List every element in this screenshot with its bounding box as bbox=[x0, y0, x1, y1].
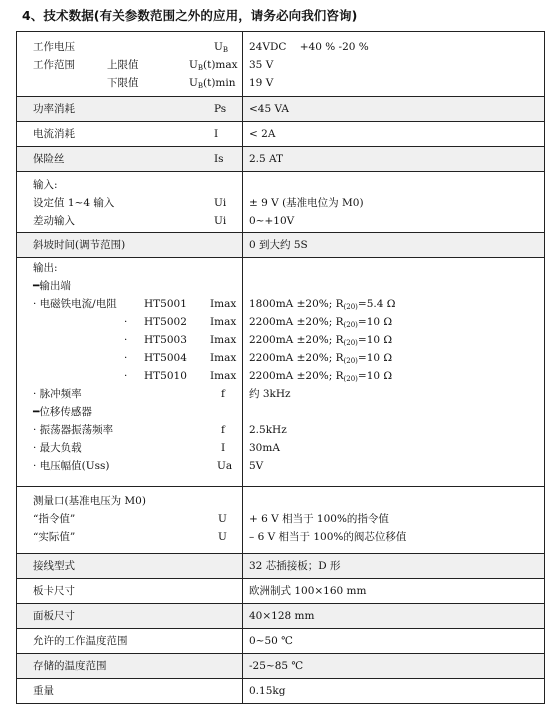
symbol: $U_B(t)\max$ bbox=[189, 59, 238, 72]
value: 0~+10V bbox=[249, 215, 295, 227]
storage-temp-row bbox=[17, 654, 545, 679]
measure-title: 测量口(基准电压为 M0) bbox=[33, 495, 146, 507]
label: 接线型式 bbox=[33, 560, 75, 572]
value: 欧洲制式 100×160 mm bbox=[249, 585, 367, 597]
symbol: $U_B(t)\min$ bbox=[189, 77, 236, 90]
label: 板卡尺寸 bbox=[33, 585, 75, 597]
symbol: Ua bbox=[217, 460, 233, 472]
value: – 6 V 相当于 100%的阀芯位移值 bbox=[249, 531, 407, 543]
label: · 脉冲频率 bbox=[33, 388, 82, 400]
measure-row bbox=[17, 487, 545, 554]
value: 约 3kHz bbox=[249, 388, 291, 400]
input-row bbox=[17, 172, 545, 233]
label: 工作电压 bbox=[33, 41, 75, 53]
symbol: U bbox=[218, 513, 227, 525]
symbol: I bbox=[221, 442, 226, 454]
symbol: U bbox=[218, 531, 227, 543]
value: 32 芯插接板；D 形 bbox=[249, 560, 341, 572]
label: 面板尺寸 bbox=[33, 610, 75, 622]
symbol: I bbox=[214, 128, 219, 140]
value: 2.5 AT bbox=[249, 153, 284, 165]
value: 19 V bbox=[249, 77, 274, 89]
bullet: · bbox=[124, 334, 128, 346]
symbol: Imax bbox=[210, 316, 237, 328]
value: 5V bbox=[249, 460, 264, 472]
symbol: Ui bbox=[214, 197, 227, 209]
symbol: Imax bbox=[210, 370, 237, 382]
power-row bbox=[17, 97, 545, 122]
label: 差动输入 bbox=[33, 215, 75, 227]
label: · 振荡器振荡频率 bbox=[33, 424, 114, 436]
output-row bbox=[17, 258, 545, 487]
spec-table bbox=[16, 31, 545, 704]
value: 40×128 mm bbox=[249, 610, 315, 622]
symbol: $U_B$ bbox=[214, 41, 229, 54]
ramp-row bbox=[17, 233, 545, 258]
panel-size-row bbox=[17, 604, 545, 629]
label: “指令值” bbox=[33, 513, 76, 525]
model: HT5010 bbox=[144, 370, 187, 382]
symbol: Is bbox=[214, 153, 224, 165]
value: < 2A bbox=[249, 128, 276, 140]
label: 存储的温度范围 bbox=[33, 660, 107, 672]
value: 2.5kHz bbox=[249, 424, 287, 436]
value: 0 到大约 5S bbox=[249, 239, 308, 251]
label: 允许的工作温度范围 bbox=[33, 635, 128, 647]
model: HT5001 bbox=[144, 298, 187, 310]
label: 功率消耗 bbox=[33, 103, 75, 115]
output-title: 输出: bbox=[33, 262, 58, 274]
value: + 6 V 相当于 100%的指令值 bbox=[249, 513, 389, 525]
model: HT5004 bbox=[144, 352, 187, 364]
operating-temp-row bbox=[17, 629, 545, 654]
symbol: f bbox=[221, 388, 225, 400]
model-value: 2200mA ±20%; R(20)=10 Ω bbox=[249, 370, 393, 383]
model-value: 1800mA ±20%; R(20)=5.4 Ω bbox=[249, 298, 396, 311]
symbol: Ps bbox=[214, 103, 227, 115]
symbol: Imax bbox=[210, 298, 237, 310]
supply-voltage-row bbox=[17, 32, 545, 97]
section-displacement-sensor: ━位移传感器 bbox=[33, 406, 92, 418]
section-output-terminal: ━输出端 bbox=[33, 280, 71, 292]
bullet: · bbox=[124, 316, 128, 328]
current-row bbox=[17, 122, 545, 147]
bullet: · bbox=[124, 352, 128, 364]
label: 设定值 1~4 输入 bbox=[33, 197, 115, 209]
coil-label: · 电磁铁电流/电阻 bbox=[33, 298, 117, 310]
weight-row bbox=[17, 679, 545, 704]
label: 重量 bbox=[33, 685, 54, 697]
value: <45 VA bbox=[249, 103, 289, 115]
symbol: f bbox=[221, 424, 225, 436]
model: HT5003 bbox=[144, 334, 187, 346]
fuse-row bbox=[17, 147, 545, 172]
value: ± 9 V (基准电位为 M0) bbox=[249, 197, 364, 209]
sub-label: 上限值 bbox=[107, 59, 139, 71]
section-heading: 4、技术数据(有关参数范围之外的应用，请务必向我们咨询) bbox=[22, 8, 358, 23]
label: 工作范围 bbox=[33, 59, 75, 71]
value: 35 V bbox=[249, 59, 274, 71]
label: · 电压幅值(Uss) bbox=[33, 460, 110, 472]
symbol: Imax bbox=[210, 334, 237, 346]
input-title: 输入: bbox=[33, 179, 58, 191]
value: 0.15kg bbox=[249, 685, 286, 697]
label: · 最大负载 bbox=[33, 442, 82, 454]
model-value: 2200mA ±20%; R(20)=10 Ω bbox=[249, 352, 393, 365]
value: 30mA bbox=[249, 442, 280, 454]
label: 电流消耗 bbox=[33, 128, 75, 140]
connector-row bbox=[17, 554, 545, 579]
bullet: · bbox=[124, 370, 128, 382]
model-value: 2200mA ±20%; R(20)=10 Ω bbox=[249, 316, 393, 329]
symbol: Ui bbox=[214, 215, 227, 227]
symbol: Imax bbox=[210, 352, 237, 364]
model-value: 2200mA ±20%; R(20)=10 Ω bbox=[249, 334, 393, 347]
label: 斜坡时间(调节范围) bbox=[33, 239, 126, 251]
board-size-row bbox=[17, 579, 545, 604]
value: -25~85 ℃ bbox=[249, 660, 304, 672]
model: HT5002 bbox=[144, 316, 187, 328]
sub-label: 下限值 bbox=[107, 77, 139, 89]
value: 24VDC +40 % -20 % bbox=[249, 41, 369, 53]
value: 0~50 ℃ bbox=[249, 635, 293, 647]
label: 保险丝 bbox=[33, 153, 65, 165]
label: “实际值” bbox=[33, 531, 76, 543]
